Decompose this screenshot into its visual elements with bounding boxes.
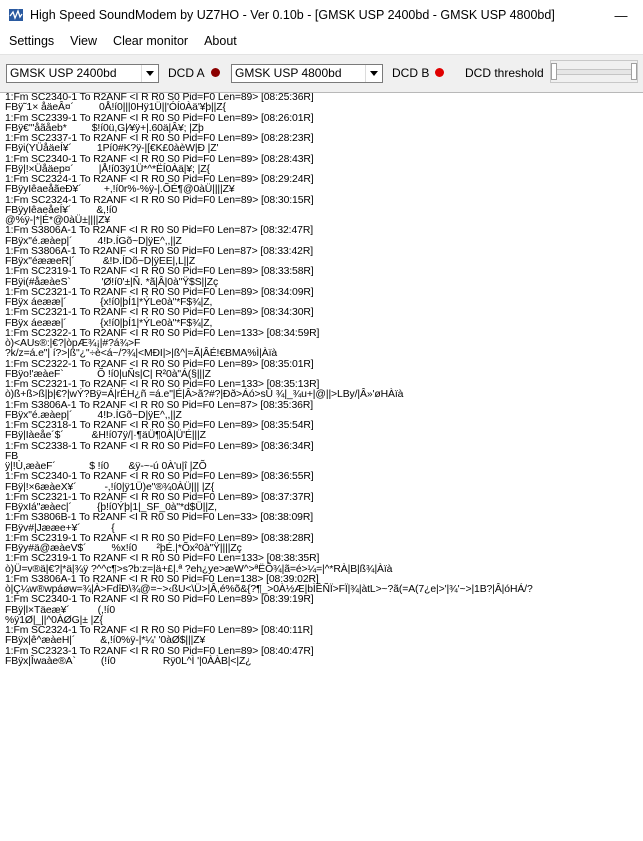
monitor-line: 1:Fm SC2340-1 To R2ANF <I R R0 S0 Pid=F0 Len=89> [08:39:19R] [5, 594, 314, 606]
monitor-line: FBÿx|ê^æàeH|´ &,!í0%ÿ-|*¼' '0àØ$|||Z¥ [5, 635, 206, 647]
monitor-line: 1:Fm SC2321-1 To R2ANF <I R R0 S0 Pid=F0 Len=89> [08:34:30R] [5, 307, 314, 319]
monitor-line: 1:Fm S3806A-1 To R2ANF <I R R0 S0 Pid=F0 Len=87> [08:35:36R] [5, 399, 314, 411]
app-icon [8, 7, 24, 23]
monitor-line: FBÿ|l×Täeæ¥´ (,!í0 [5, 604, 115, 616]
slider-thumb-end[interactable] [631, 63, 637, 80]
monitor-line: 1:Fm SC2318-1 To R2ANF <I R R0 S0 Pid=F0 Len=89> [08:35:54R] [5, 420, 314, 431]
monitor-line: 1:Fm S3806A-1 To R2ANF <I R R0 S0 Pid=F0 Len=87> [08:33:42R] [5, 245, 314, 257]
monitor-line: FBÿx áeææ|´ {x!í0|þÍ1|*ÝLe0à"*F$¾|Z, [5, 297, 213, 308]
monitor-line: 1:Fm SC2323-1 To R2ANF <I R R0 S0 Pid=F0 Len=89> [08:40:47R] [5, 645, 314, 657]
monitor-line: FBÿyIêaeåãeÐ¥´ +,!í0r%-%ÿ-|.ÕÉ¶@0àÜ||||Z¥ [5, 184, 235, 196]
monitor-line: FBÿ|!×6æàeX¥´ -,!í0|ÿ1Ü)e"®¾0ÀÜ||| |Z{ [5, 481, 215, 493]
monitor-line: 1:Fm SC2340-1 To R2ANF <I R R0 S0 Pid=F0 Len=89> [08:36:55R] [5, 471, 314, 483]
monitor-text-area[interactable] [0, 92, 643, 841]
modem-b-value: GMSK USP 4800bd [235, 66, 342, 80]
monitor-line: FBÿx|Îwaàe®A` (!í0 Rÿ0L^Ì '|0ÀÀB|<|Z¿ [5, 655, 252, 667]
monitor-line: %ÿ1Ø|_||^0ÀØG|± |Z{ [5, 614, 103, 626]
monitor-line: 1:Fm SC2321-1 To R2ANF <I R R0 S0 Pid=F0 Len=133> [08:35:13R] [5, 379, 320, 390]
monitor-line: 1:Fm SC2324-1 To R2ANF <I R R0 S0 Pid=F0 Len=89> [08:40:11R] [5, 625, 313, 636]
menu-clear-monitor[interactable]: Clear monitor [113, 34, 189, 48]
slider-track [554, 69, 634, 75]
monitor-line: 1:Fm S3806A-1 To R2ANF <I R R0 S0 Pid=F0 Len=138> [08:39:02R] [5, 573, 319, 585]
dcd-b-indicator [435, 68, 444, 77]
monitor-line: 1:Fm SC2339-1 To R2ANF <I R R0 S0 Pid=F0 Len=89> [08:26:01R] [5, 112, 314, 124]
title-bar [0, 0, 643, 30]
monitor-line: 1:Fm SC2321-1 To R2ANF <I R R0 S0 Pid=F0 Len=89> [08:34:09R] [5, 286, 314, 298]
monitor-line: FBÿx"é.æàep|´ 4!Þ.ÍGõ~D|ÿE^,,||Z [5, 235, 182, 247]
minimize-button[interactable] [599, 0, 643, 30]
monitor-line: FBÿo!'æàeF` Õ !í0|uÑs|C| R²0à"Á(§|||Z [5, 368, 211, 380]
monitor-line: FBÿ|Iàeåe´$´ &H!í07ÿ/|·¶äÜ¶0À|Ü'É|||Z [5, 430, 206, 442]
monitor-line: FBÿi(#åæàeS` 'Ø!í0'±|Ñ. *ã|Â|0à"Ÿ$S||Zç [5, 276, 219, 288]
menu-settings[interactable]: Settings [9, 34, 55, 48]
monitor-line: FBÿx áeææ|´ {x!í0|þÍ1|*ÝLe0à"*F$¾|Z, [5, 317, 213, 329]
monitor-line: FBÿy#ä@æàeV$´ %x!í0 ²þÉ.|*Õx²0à"Ÿ||||Zç [5, 543, 242, 554]
monitor-line: FBÿ|!×Üåäep¤´ |Å!í03ÿ1Ü*^*ËÍ0Àä|¥; |Z{ [5, 163, 210, 175]
dcd-threshold-label: DCD threshold [465, 66, 544, 80]
modem-a-select[interactable] [6, 64, 159, 83]
monitor-line: FB [5, 450, 19, 462]
dcd-threshold-slider[interactable] [550, 60, 638, 83]
monitor-line: 1:Fm S3806A-1 To R2ANF <I R R0 S0 Pid=F0 Len=87> [08:32:47R] [5, 225, 314, 237]
monitor-line: FBÿi(YÜåäeÍ¥´ 1Pí0#K?ÿ-|[€K£0àèW|Ð |Z' [5, 143, 219, 155]
minimize-icon: — [614, 7, 628, 23]
monitor-line: FBÿx"éææeR|´ &!Þ.ÍDõ~D|ÿEE|,L||Z [5, 256, 196, 267]
monitor-line: ò)<AUs®:|€?|òpÆ¾¡|#?á¾>F [5, 338, 141, 349]
chevron-down-icon [141, 65, 158, 82]
monitor-line: FBÿx"é.æàep|´ 4!Þ.ÍGõ~D|ÿE^,,||Z [5, 409, 182, 421]
monitor-line: ÿ|!Ù,æàeF´ $ !í0 &ÿ-~-ú 0À'u|î |ZÕ [5, 461, 207, 472]
dcd-a-indicator [211, 68, 220, 77]
dcd-a-label: DCD A [168, 66, 205, 80]
monitor-line: FBÿyIêaeåeÍ¥´ &,!í0 [5, 204, 118, 216]
slider-thumb[interactable] [551, 63, 557, 80]
menu-bar [0, 31, 643, 51]
window-title: High Speed SoundModem by UZ7HO - Ver 0.10b - [GMSK USP 2400bd - GMSK USP 4800bd] [30, 8, 555, 22]
monitor-line: 1:Fm SC2322-1 To R2ANF <I R R0 S0 Pid=F0 Len=89> [08:35:01R] [5, 358, 314, 370]
monitor-line: 1:Fm SC2340-1 To R2ANF <I R R0 S0 Pid=F0 Len=89> [08:25:36R] [5, 92, 314, 103]
monitor-line: 1:Fm SC2340-1 To R2ANF <I R R0 S0 Pid=F0 Len=89> [08:28:43R] [5, 153, 314, 165]
monitor-line: ò)ß+ß>ß|þ|€?|wÝ?Bÿ=Á|rÉH¿ñ =á.e"|É|Â>ã?#?|Ðð>Áó>sÜ ¾|_¾u+|@||>LBy/|Â»'øHÀïà [5, 389, 404, 401]
dcd-b-label: DCD B [392, 66, 430, 80]
monitor-line: 1:Fm SC2322-1 To R2ANF <I R R0 S0 Pid=F0 Len=133> [08:34:59R] [5, 327, 320, 339]
modem-b-select[interactable] [231, 64, 383, 83]
monitor-line: ò)Ü=v®ä|€?|*ä|¾ÿ ?^^c¶>s?b:z=|ä+£|.ª ?eh¿ye>æW^>ªËÕ¾|ã=é>¼=|^*RÀ|B|ß¾|Àïà [5, 563, 393, 575]
monitor-line: 1:Fm SC2324-1 To R2ANF <I R R0 S0 Pid=F0 Len=89> [08:30:15R] [5, 194, 314, 206]
monitor-line: ?k/z=á.e"| í?>|ß"¿"÷è<á~/?¾|<MÐI|>|ß^|=Ã|ÂÉ!€BMA%Ì|Àïà [5, 348, 278, 360]
monitor-line: 1:Fm S3806B-1 To R2ANF <I R R0 S0 Pid=F0 Len=33> [08:38:09R] [5, 512, 314, 524]
monitor-line: 1:Fm SC2324-1 To R2ANF <I R R0 S0 Pid=F0 Len=89> [08:29:24R] [5, 174, 314, 185]
monitor-line: FBÿv#|Jææe+¥´ { [5, 522, 115, 534]
chevron-down-icon [365, 65, 382, 82]
menu-about[interactable]: About [204, 34, 237, 48]
monitor-line: 1:Fm SC2321-1 To R2ANF <I R R0 S0 Pid=F0 Len=89> [08:37:37R] [5, 491, 314, 503]
modem-toolbar [0, 54, 643, 93]
monitor-line: 1:Fm SC2319-1 To R2ANF <I R R0 S0 Pid=F0 Len=89> [08:33:58R] [5, 266, 314, 278]
monitor-line: 1:Fm SC2319-1 To R2ANF <I R R0 S0 Pid=F0 Len=89> [08:38:28R] [5, 532, 314, 544]
monitor-line: ò|Ç¼w®wpáøw=¾|À>FdîÐ\¾@=~>‹ßU<\Ü>|Â,é%õ&{?¶_>0À½Æ|bÌÊÑÏ>FÏ|¾|àtL>~?ã(=A(7¿e|>'|¾'~>|1B?|Â|óHÁ/? [5, 584, 533, 595]
monitor-line: FBÿxIá"æàec|´ {þ!í0Ýþ|1|_SF_0à"*d$Ü||Z, [5, 502, 217, 513]
modem-a-value: GMSK USP 2400bd [10, 66, 117, 80]
monitor-line: 1:Fm SC2337-1 To R2ANF <I R R0 S0 Pid=F0 Len=89> [08:28:23R] [5, 133, 314, 144]
monitor-line: FBÿ˜1× åäeÂ¤´ 0Å!í0|||0Hÿ1Ü||'ÓÍ0Àä'¥þ||Z{ [5, 102, 226, 114]
window-controls [599, 0, 643, 30]
monitor-line: 1:Fm SC2338-1 To R2ANF <I R R0 S0 Pid=F0 Len=89> [08:36:34R] [5, 440, 314, 452]
monitor-line: 1:Fm SC2319-1 To R2ANF <I R R0 S0 Pid=F0 Len=133> [08:38:35R] [5, 553, 320, 565]
monitor-line: FBÿ€"'åãåeb* $!í0ü,G|⁄¥ÿ+|.60ä|Â¥; |Zþ [5, 122, 204, 134]
menu-view[interactable]: View [70, 34, 98, 48]
monitor-line: @%ÿ-|*|É*@0àÜ±||||Z¥ [5, 215, 111, 226]
